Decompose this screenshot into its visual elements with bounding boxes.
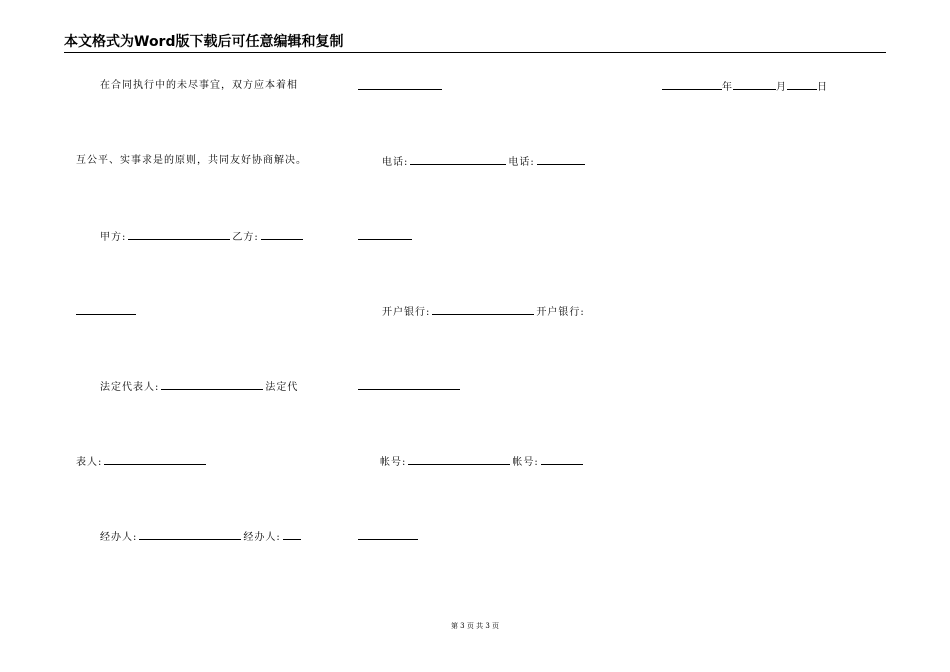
party-b-label: 乙方:: [232, 232, 259, 243]
handler-a-label: 经办人:: [100, 532, 138, 543]
blank-row-1: [356, 80, 444, 94]
blank-field[interactable]: [358, 380, 460, 390]
handler-line: [100, 530, 303, 544]
header-title: 本文格式为Word版下载后可任意编辑和复制: [64, 34, 344, 50]
page-total: 3: [485, 622, 490, 630]
legal-rep-b-blank[interactable]: [104, 455, 206, 465]
page-header: [64, 34, 886, 53]
blank-row-5: [356, 380, 462, 394]
bank-b-label: 开户银行:: [536, 307, 585, 318]
account-b-blank[interactable]: [541, 455, 583, 465]
total-unit: 页: [492, 622, 500, 630]
account-a-label: 帐号:: [380, 457, 407, 468]
page-footer: [0, 622, 950, 631]
clause-line-2: [76, 155, 307, 167]
blank-row-4: [74, 305, 138, 319]
blank-field[interactable]: [76, 305, 136, 315]
handler-b-blank[interactable]: [283, 530, 301, 540]
party-a-label: 甲方:: [100, 232, 127, 243]
date-line: [662, 80, 828, 94]
party-b-blank[interactable]: [261, 230, 303, 240]
blank-row-7: [356, 530, 420, 544]
legal-rep-line: [100, 380, 298, 394]
clause-text-1: 在合同执行中的未尽事宜，双方应本着相: [100, 80, 298, 91]
phone-a-label: 电话:: [382, 157, 409, 168]
blank-field[interactable]: [358, 80, 442, 90]
year-label: 年: [722, 82, 733, 93]
total-prefix: 共: [476, 622, 484, 630]
bank-a-blank[interactable]: [432, 305, 534, 315]
handler-a-blank[interactable]: [139, 530, 241, 540]
page-unit: 页: [466, 622, 474, 630]
legal-rep-b-label-end: 表人:: [76, 457, 103, 468]
page-current: 3: [460, 622, 465, 630]
account-b-label: 帐号:: [512, 457, 539, 468]
phone-a-blank[interactable]: [410, 155, 506, 165]
day-label: 日: [817, 82, 828, 93]
account-a-blank[interactable]: [408, 455, 510, 465]
phone-line: [382, 155, 587, 169]
phone-b-blank[interactable]: [537, 155, 585, 165]
clause-text-2: 互公平、实事求是的原则，共同友好协商解决。: [76, 155, 307, 166]
legal-rep-a-blank[interactable]: [161, 380, 263, 390]
legal-rep-b-label-start: 法定代: [265, 382, 299, 393]
bank-line: [382, 305, 585, 319]
party-a-blank[interactable]: [128, 230, 230, 240]
bank-a-label: 开户银行:: [382, 307, 431, 318]
phone-b-label: 电话:: [508, 157, 535, 168]
month-label: 月: [776, 82, 787, 93]
party-line: [100, 230, 305, 244]
legal-rep-cont-line: [76, 455, 208, 469]
day-blank[interactable]: [787, 80, 817, 90]
handler-b-label: 经办人:: [243, 532, 281, 543]
blank-field[interactable]: [358, 230, 412, 240]
blank-row-3: [356, 230, 414, 244]
month-blank[interactable]: [733, 80, 776, 90]
year-blank[interactable]: [662, 80, 722, 90]
legal-rep-a-label: 法定代表人:: [100, 382, 160, 393]
page-prefix: 第: [450, 622, 458, 630]
clause-line-1: [100, 80, 298, 92]
account-line: [380, 455, 585, 469]
blank-field[interactable]: [358, 530, 418, 540]
